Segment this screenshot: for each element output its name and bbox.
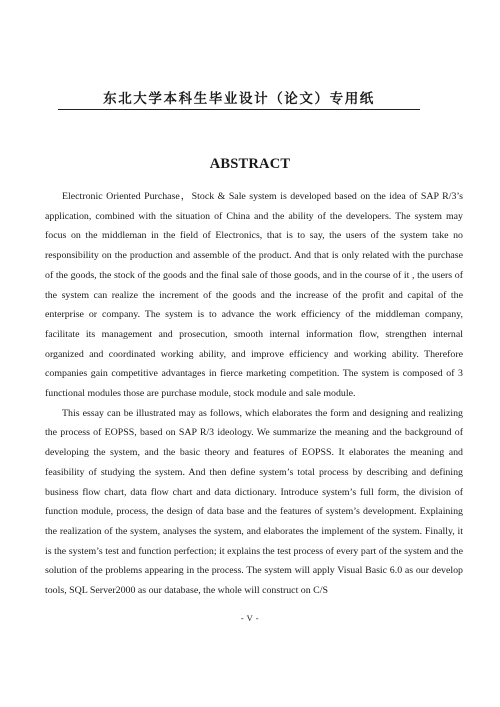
abstract-paragraph: Electronic Oriented Purchase，Stock & Sale system is developed based on the idea of SAP R/3’s application, combined with the situation of China and the ability of the developers. The system may focus on the middleman in the field of Electronics, that is to say, the users of the system take no responsibility on the production and assemble of the product. And that is only related with the purchase of the goods, the stock of the goods and the final sale of those goods, and in the course of it , the users of the system can realize the increment of the goods and the increase of the profit and capital of the enterprise or company. The system is to advance the work efficiency of the middleman company, facilitate its management and prosecution, smooth internal information flow, strengthen internal organized and coordinated working ability, and improve efficiency and working ability. Therefore companies gain competitive advantages in fierce marketing competition. The system is composed of 3 functional modules those are purchase module, stock module and sale module. [45, 191, 463, 400]
header-title: 东北大学本科生毕业设计（论文）专用纸 [103, 91, 375, 107]
page-number: - V - [240, 613, 260, 623]
page-header [58, 90, 420, 112]
abstract-paragraph: This essay can be illustrated may as follows, which elaborates the form and designing and realizing the process of EOPSS, based on SAP R/3 ideology. We summarize the meaning and the background of developing the system, and the basic theory and features of EOPSS. It elaborates the meaning and feasibility of studying the system. And then define system’s total process by describing and defining business flow chart, data flow chart and data dictionary. Introduce system’s full form, the division of function module, process, the design of data base and the features of system’s development. Explaining the realization of the system, analyses the system, and elaborates the implement of the system. Finally, it is the system’s test and function perfection; it explains the test process of every part of the system and the solution of the problems appearing in the process. The system will apply Visual Basic 6.0 as our develop tools, SQL Server2000 as our database, the whole will construct on C/S [45, 407, 463, 597]
abstract-title: ABSTRACT [209, 156, 291, 172]
abstract-body [45, 187, 463, 601]
header-underline [58, 109, 420, 110]
